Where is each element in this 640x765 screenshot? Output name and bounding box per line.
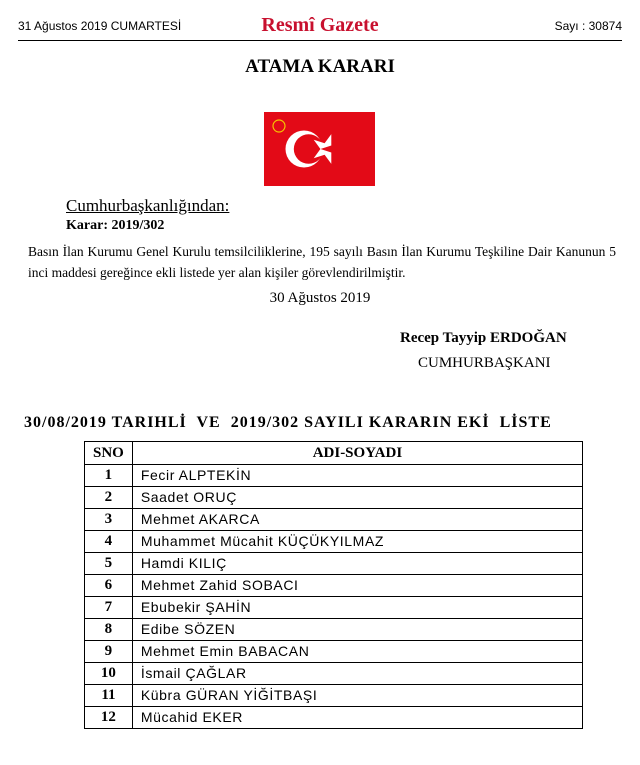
- person-name: Ebubekir ŞAHİN: [132, 597, 582, 619]
- person-name: Kübra GÜRAN YİĞİTBAŞI: [132, 685, 582, 707]
- row-number: 1: [85, 465, 133, 487]
- table-row: [85, 663, 583, 685]
- table-header-row: [85, 442, 583, 465]
- person-name: Muhammet Mücahit KÜÇÜKYILMAZ: [132, 531, 582, 553]
- table-row: [85, 641, 583, 663]
- person-name: Mehmet Zahid SOBACI: [132, 575, 582, 597]
- decision-date: 30 Ağustos 2019: [269, 290, 371, 306]
- header-date: 31 Ağustos 2019 CUMARTESİ: [18, 19, 182, 33]
- row-number: 6: [85, 575, 133, 597]
- table-row: [85, 575, 583, 597]
- list-heading: 30/08/2019 TARIHLİ VE 2019/302 SAYILI KARARIN EKİ LİSTE: [24, 414, 552, 431]
- person-name: Mücahid EKER: [132, 707, 582, 729]
- person-name: İsmail ÇAĞLAR: [132, 663, 582, 685]
- person-name: Mehmet AKARCA: [132, 509, 582, 531]
- row-number: 4: [85, 531, 133, 553]
- turkish-flag-icon: [264, 112, 375, 186]
- row-number: 2: [85, 487, 133, 509]
- table-row: [85, 597, 583, 619]
- decision-number: Karar: 2019/302: [66, 218, 165, 233]
- table-row: [85, 531, 583, 553]
- row-number: 12: [85, 707, 133, 729]
- person-name: Saadet ORUÇ: [132, 487, 582, 509]
- table-row: [85, 685, 583, 707]
- header-issue-number: Sayı : 30874: [554, 19, 622, 33]
- person-name: Edibe SÖZEN: [132, 619, 582, 641]
- table-row: [85, 465, 583, 487]
- gazette-title: Resmî Gazete: [261, 14, 379, 36]
- table-row: [85, 553, 583, 575]
- column-header-name: ADI-SOYADI: [132, 442, 582, 465]
- person-name: Hamdi KILIÇ: [132, 553, 582, 575]
- table-row: [85, 509, 583, 531]
- gazette-header: [18, 14, 622, 41]
- row-number: 11: [85, 685, 133, 707]
- row-number: 8: [85, 619, 133, 641]
- decision-body-text: Basın İlan Kurumu Genel Kurulu temsilciliklerine, 195 sayılı Basın İlan Kurumu Teşkiline Dair Kanunun 5 inci maddesi gereğince ekli listede yer alan kişiler görevlendirilmiştir.: [28, 244, 616, 280]
- table-row: [85, 487, 583, 509]
- person-name: Mehmet Emin BABACAN: [132, 641, 582, 663]
- row-number: 3: [85, 509, 133, 531]
- document-title: ATAMA KARARI: [245, 56, 395, 77]
- signer-name: Recep Tayyip ERDOĞAN: [400, 330, 567, 346]
- row-number: 9: [85, 641, 133, 663]
- person-name: Fecir ALPTEKİN: [132, 465, 582, 487]
- row-number: 5: [85, 553, 133, 575]
- signer-title: CUMHURBAŞKANI: [418, 355, 551, 371]
- table-row: [85, 707, 583, 729]
- table-row: [85, 619, 583, 641]
- column-header-sno: SNO: [85, 442, 133, 465]
- issuer: Cumhurbaşkanlığından:: [66, 196, 230, 215]
- row-number: 7: [85, 597, 133, 619]
- appointees-table: [84, 441, 583, 729]
- row-number: 10: [85, 663, 133, 685]
